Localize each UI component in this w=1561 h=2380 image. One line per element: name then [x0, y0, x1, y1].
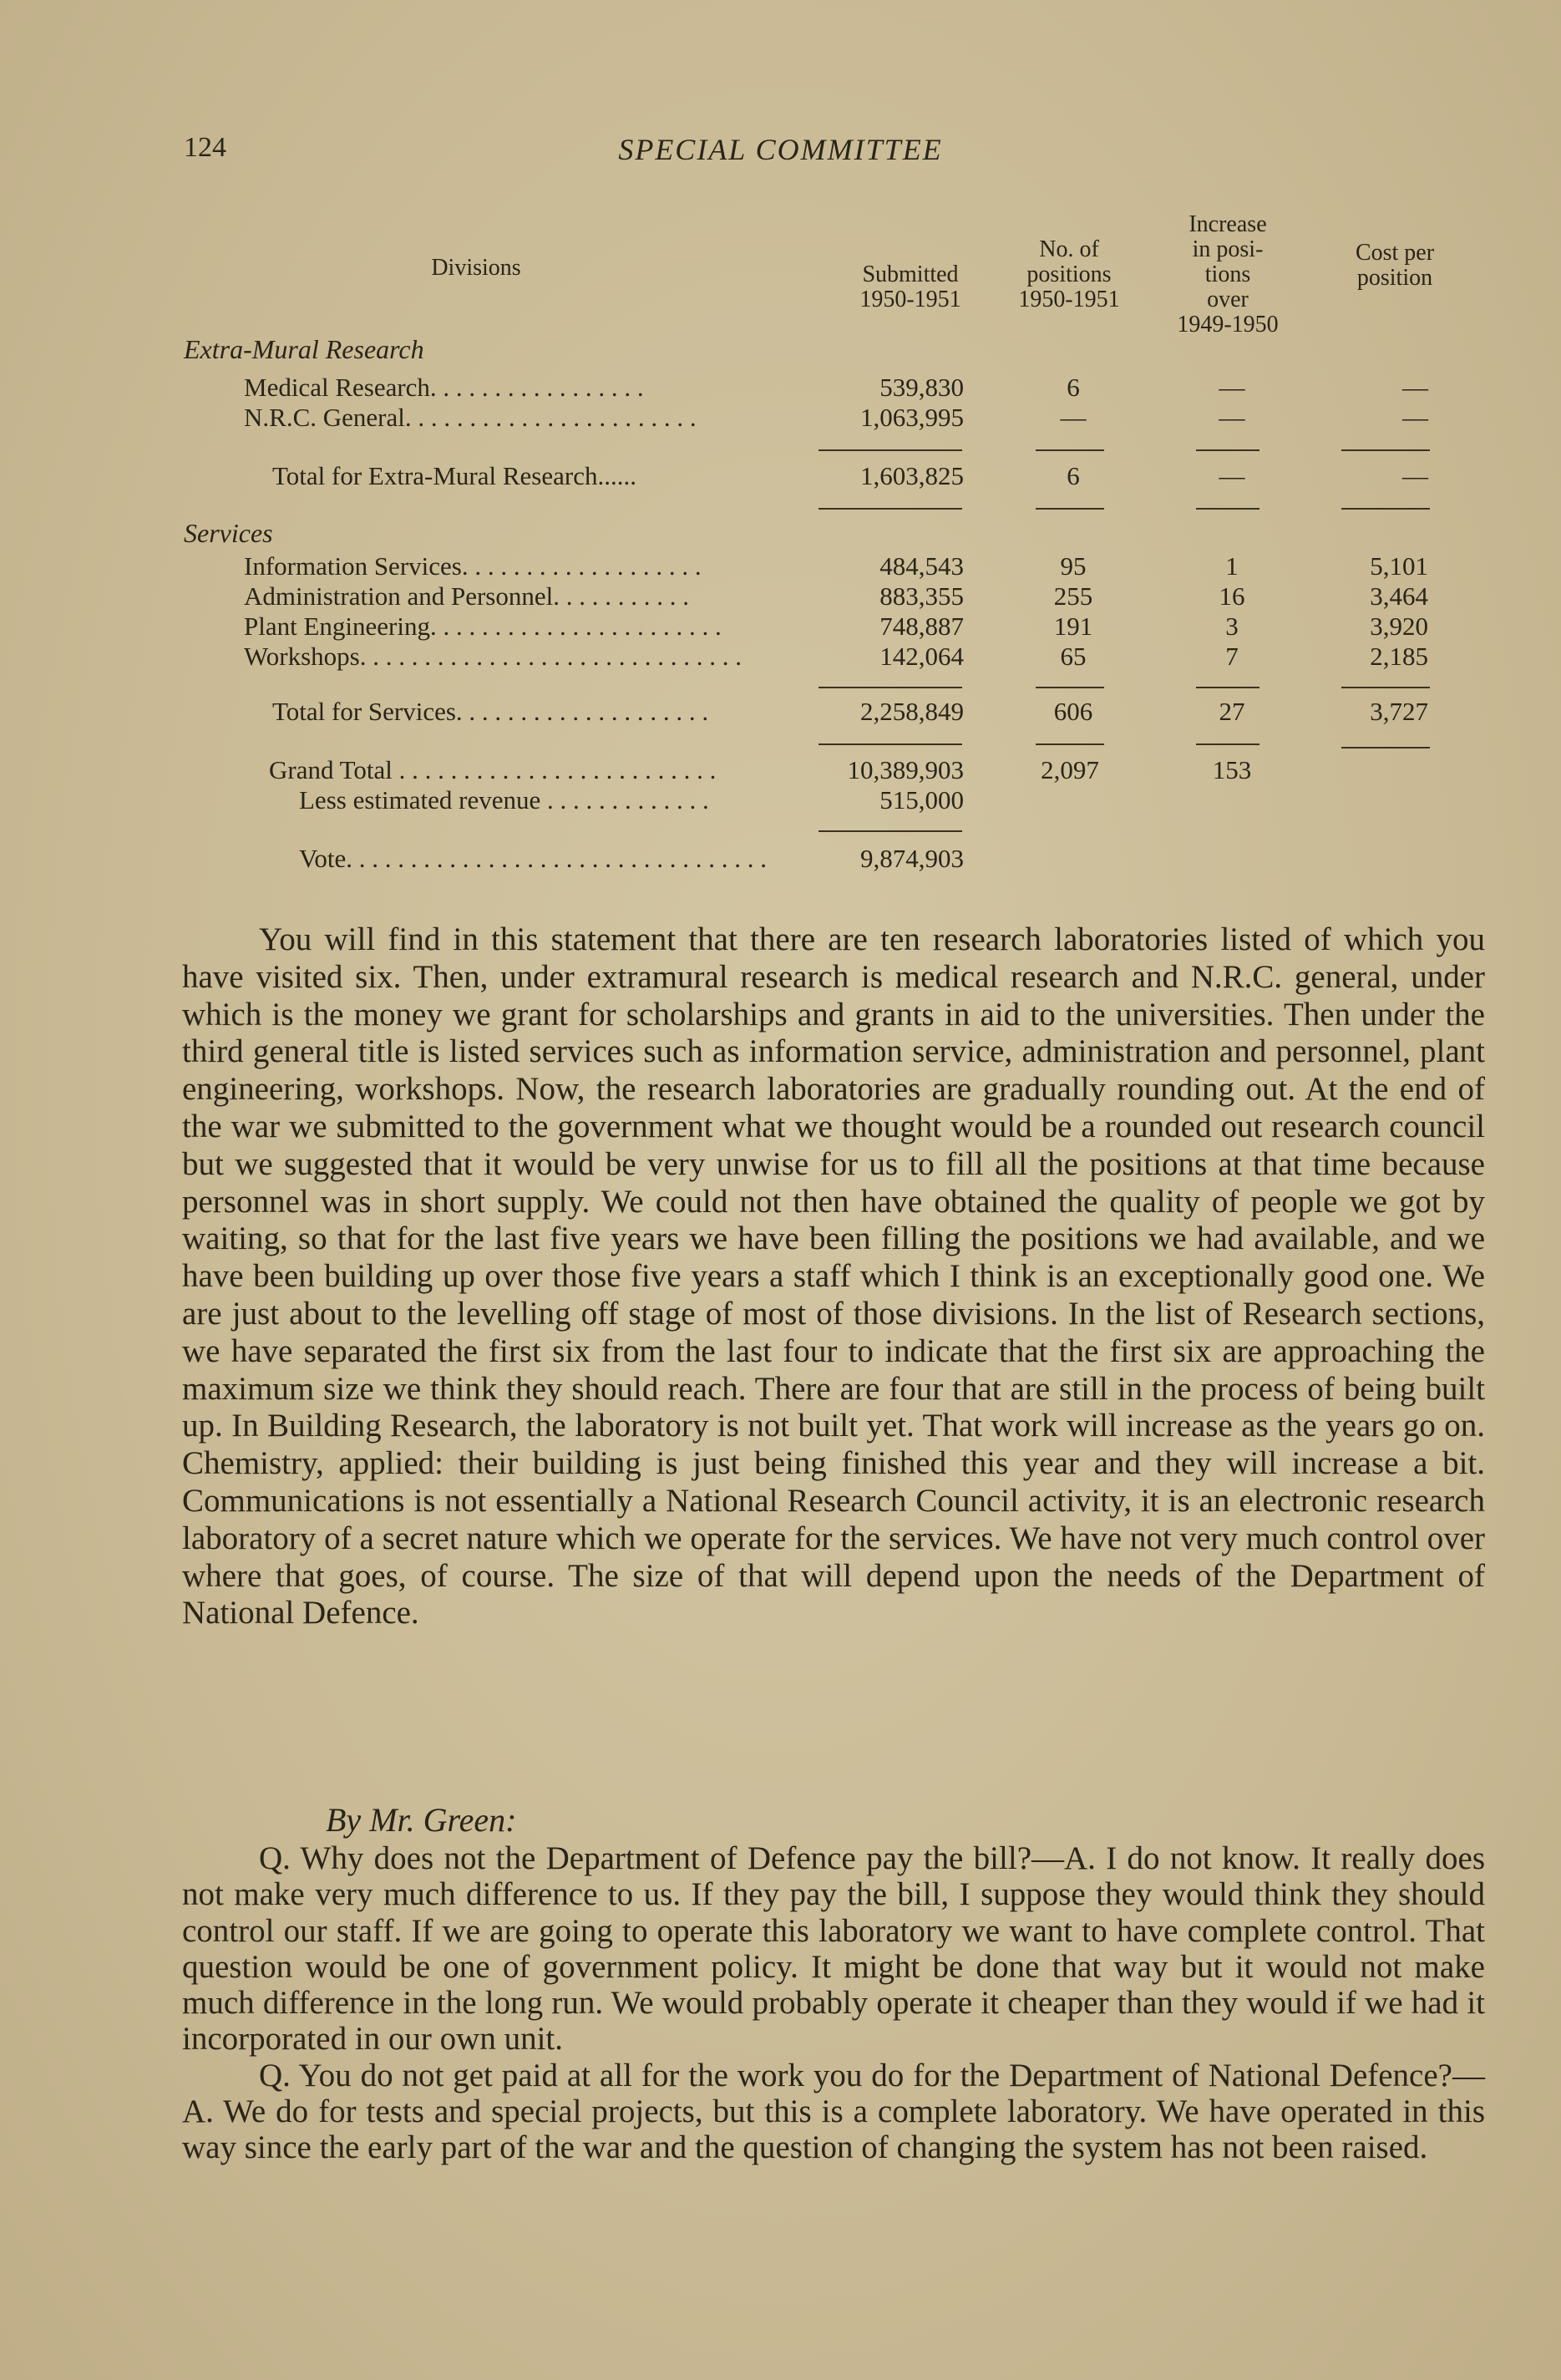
row-positions: —	[1060, 403, 1087, 432]
rule	[1341, 508, 1430, 510]
rule	[1341, 747, 1430, 749]
total-label: Total for Extra-Mural Research......	[272, 461, 636, 490]
row-cost: 3,464	[1370, 581, 1428, 611]
running-head: SPECIAL COMMITTEE	[618, 133, 943, 166]
paragraph: You will find in this statement that there are ten research laboratories listed of which you have visited six. Then, under extramural research is medical research and N.R.C. general, under which is the money we grant for scholarships and grants in aid to the universities. Then under the third general title is listed services such as information service, administration and personnel, plant engineering, workshops. Now, the research laboratories are gradually rounding out. At the end of the war we submitted to the government what we thought would be a rounded out research council but we suggested that it would be very unwise for us to fill all the positions at that time because personnel was in short supply. We could not then have obtained the quality of people we got by waiting, so that for the last five years we have been filling the positions we had available, and we have been building up over those five years a staff which I think is an exceptionally good one. We are just about to the levelling off stage of most of those divisions. In the list of Research sections, we have separated the first six from the last four to indicate that the first six are approaching the maximum size we think they should reach. There are four that are still in the process of being built up. In Building Research, the laboratory is not built yet. That work will increase as the years go on. Chemistry, applied: their building is just being finished this year and they will increase a bit. Communications is not essentially a National Research Council activity, it is an electronic research laboratory of a secret nature which we operate for the services. We have not very much control over where that goes, of course. The size of that will depend upon the needs of the Department of National Defence.	[182, 921, 1485, 1631]
total-label: Total for Services. . . . . . . . . . . . . . . . . . . .	[272, 697, 709, 726]
row-submitted: 748,887	[879, 611, 964, 641]
row-label: Administration and Personnel. . . . . . . . . . .	[244, 581, 689, 611]
row-increase: 3	[1225, 611, 1239, 641]
row-label: Information Services. . . . . . . . . . . . . . . . . . .	[244, 551, 702, 581]
col-header-submitted: Submitted 1950-1951	[859, 261, 961, 312]
grand-total-increase: 153	[1212, 755, 1252, 784]
row-increase: 1	[1225, 551, 1239, 581]
row-label: N.R.C. General. . . . . . . . . . . . . . . . . . . . . . .	[244, 403, 697, 432]
qa-paragraph: Q. You do not get paid at all for the work you do for the Department of National Defence?—A. We do for tests and special projects, but this is a complete laboratory. We have operated in this way since the early part of the war and the question of changing the system has not been raised.	[182, 2057, 1485, 2166]
row-submitted: 142,064	[879, 642, 964, 671]
row-increase: —	[1219, 403, 1245, 432]
less-revenue-submitted: 515,000	[879, 785, 964, 814]
row-cost: 5,101	[1370, 551, 1428, 581]
vote-submitted: 9,874,903	[860, 844, 964, 873]
qa-paragraph: Q. Why does not the Department of Defence pay the bill?—A. I do not know. It really does not make very much difference to us. If they pay the bill, I suppose they would think they should control our staff. If we are going to operate this laboratory we want to have complete control. That question would be one of government policy. It might be done that way but it would not make much difference in the long run. We would probably operate it cheaper than they would if we had it incorporated in our own unit.	[182, 1840, 1485, 2058]
rule	[1196, 743, 1259, 745]
col-header-increase: Increase in posi- tions over 1949-1950	[1177, 211, 1279, 337]
total-positions: 6	[1067, 461, 1080, 490]
rule	[1341, 449, 1430, 451]
less-revenue-label: Less estimated revenue . . . . . . . . . . . . .	[299, 785, 709, 814]
rule	[819, 830, 962, 832]
total-cost: —	[1402, 461, 1428, 490]
question-answer-block	[182, 1840, 1485, 2166]
rule	[819, 687, 962, 688]
page-number: 124	[184, 132, 226, 163]
section-heading-services: Services	[184, 518, 273, 548]
col-header-cost: Cost per position	[1355, 240, 1435, 291]
rule	[1196, 449, 1259, 451]
row-increase: 7	[1225, 642, 1239, 671]
row-positions: 191	[1053, 611, 1093, 641]
row-positions: 65	[1060, 642, 1087, 671]
row-positions: 6	[1067, 373, 1080, 402]
rule	[1196, 687, 1259, 688]
row-label: Medical Research. . . . . . . . . . . . . . . . .	[244, 373, 644, 402]
row-submitted: 484,543	[879, 551, 964, 581]
body-text	[182, 921, 1485, 1632]
total-positions: 606	[1053, 697, 1093, 726]
row-increase: 16	[1219, 581, 1245, 611]
row-label: Plant Engineering. . . . . . . . . . . . . . . . . . . . . . .	[244, 611, 722, 641]
grand-total-positions: 2,097	[1041, 755, 1099, 784]
row-positions: 255	[1053, 581, 1093, 611]
row-submitted: 1,063,995	[860, 403, 964, 432]
rule	[1036, 508, 1104, 510]
rule	[819, 743, 962, 745]
row-cost: 2,185	[1370, 642, 1428, 671]
rule	[1341, 687, 1430, 688]
rule	[819, 449, 962, 451]
row-submitted: 539,830	[879, 373, 964, 402]
total-submitted: 2,258,849	[860, 697, 964, 726]
rule	[1036, 449, 1104, 451]
grand-total-submitted: 10,389,903	[847, 755, 964, 784]
rule	[1196, 508, 1259, 510]
rule	[819, 508, 962, 510]
row-label: Workshops. . . . . . . . . . . . . . . . . . . . . . . . . . . . . .	[244, 642, 742, 671]
row-cost: 3,920	[1370, 611, 1428, 641]
total-submitted: 1,603,825	[860, 461, 964, 490]
col-header-divisions: Divisions	[431, 255, 521, 281]
grand-total-label: Grand Total . . . . . . . . . . . . . . . . . . . . . . . . .	[269, 755, 717, 784]
section-heading-extramural: Extra-Mural Research	[184, 334, 424, 364]
total-increase: —	[1219, 461, 1245, 490]
row-cost: —	[1402, 403, 1428, 432]
total-cost: 3,727	[1370, 697, 1428, 726]
col-header-positions: No. of positions 1950-1951	[1018, 236, 1120, 312]
rule	[1036, 687, 1104, 688]
row-submitted: 883,355	[879, 581, 964, 611]
expenditure-table	[0, 0, 1561, 911]
row-increase: —	[1219, 373, 1245, 402]
vote-label: Vote. . . . . . . . . . . . . . . . . . . . . . . . . . . . . . . . .	[299, 844, 768, 873]
speaker-heading: By Mr. Green:	[326, 1801, 517, 1839]
row-positions: 95	[1060, 551, 1087, 581]
total-increase: 27	[1219, 697, 1245, 726]
row-cost: —	[1402, 373, 1428, 402]
rule	[1036, 743, 1104, 745]
